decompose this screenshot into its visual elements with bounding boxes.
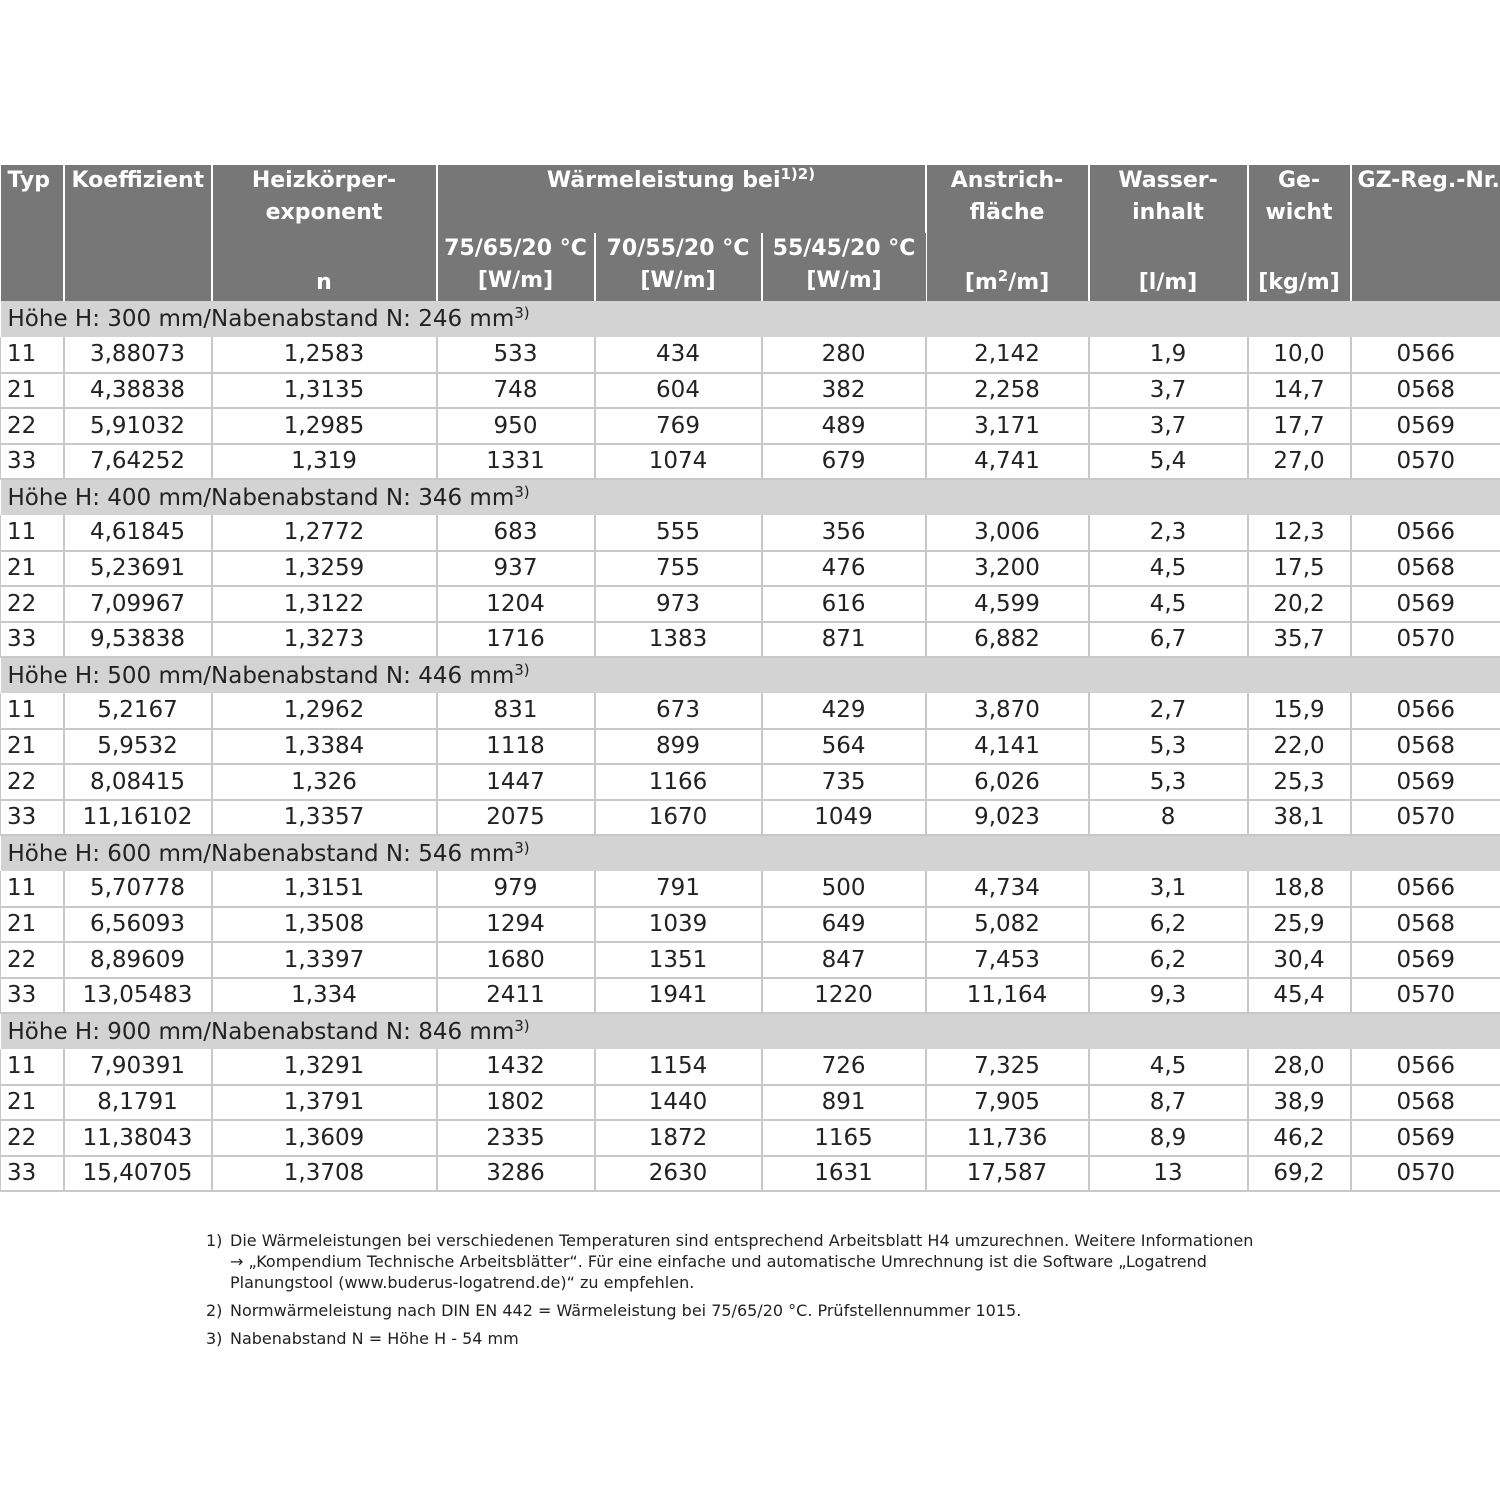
table-cell: 17,587 bbox=[926, 1156, 1089, 1192]
table-cell: 1,2962 bbox=[212, 693, 437, 729]
table-cell: 0566 bbox=[1351, 337, 1500, 373]
header-exponent-unit: n bbox=[316, 270, 332, 295]
table-cell: 1941 bbox=[595, 978, 762, 1014]
table-cell: 847 bbox=[762, 942, 926, 978]
table-cell: 11 bbox=[1, 693, 64, 729]
group-title: Höhe H: 600 mm/Nabenabstand N: 546 $mm^{3)}$ bbox=[1, 835, 1500, 871]
footnote bbox=[206, 1300, 1306, 1321]
table-cell: 5,91032 bbox=[64, 408, 212, 444]
table-cell: 4,734 bbox=[926, 871, 1089, 907]
table-cell: 679 bbox=[762, 444, 926, 480]
table-cell: 1,3291 bbox=[212, 1049, 437, 1085]
header-anstrichflaeche: Anstrich- fläche $[m^2/m]$ bbox=[926, 165, 1089, 301]
table-cell: 1802 bbox=[437, 1085, 595, 1121]
table-cell: 2630 bbox=[595, 1156, 762, 1192]
footnote-text: Die Wärmeleistungen bei verschiedenen Temperaturen sind entsprechend Arbeitsblatt H4 umzurechnen. Weitere Informationen → „Kompendium Technische Arbeitsblätter“. Für eine einfache und automatische Umrechnung ist die Software „Logatrend Planungstool (www.buderus-logatrend.de)“ zu empfehlen. bbox=[230, 1231, 1254, 1292]
header-typ: Typ bbox=[1, 165, 64, 301]
table-cell: 7,453 bbox=[926, 942, 1089, 978]
header-wasserinhalt: Wasser- inhalt [l/m] bbox=[1089, 165, 1248, 301]
table-row bbox=[1, 551, 1500, 587]
table-cell: 2,7 bbox=[1089, 693, 1248, 729]
header-exponent: Heizkörper- exponent n bbox=[212, 165, 437, 301]
table-row bbox=[1, 907, 1500, 943]
table-cell: 69,2 bbox=[1248, 1156, 1351, 1192]
table-cell: 21 bbox=[1, 729, 64, 765]
table-cell: 21 bbox=[1, 551, 64, 587]
table-row bbox=[1, 800, 1500, 836]
table-cell: 22 bbox=[1, 764, 64, 800]
table-cell: 1,2772 bbox=[212, 515, 437, 551]
table-cell: 1,3609 bbox=[212, 1120, 437, 1156]
table-cell: 46,2 bbox=[1248, 1120, 1351, 1156]
table-cell: 5,4 bbox=[1089, 444, 1248, 480]
table-cell: 382 bbox=[762, 373, 926, 409]
table-cell: 1,2985 bbox=[212, 408, 437, 444]
table-cell: 1118 bbox=[437, 729, 595, 765]
table-cell: 22 bbox=[1, 586, 64, 622]
table-cell: 616 bbox=[762, 586, 926, 622]
table-cell: 8,89609 bbox=[64, 942, 212, 978]
table-cell: 21 bbox=[1, 907, 64, 943]
group-title: Höhe H: 500 mm/Nabenabstand N: 446 $mm^{3)}$ bbox=[1, 657, 1500, 693]
table-cell: 0570 bbox=[1351, 622, 1500, 658]
header-wasser-unit: [l/m] bbox=[1138, 270, 1198, 295]
table-cell: 769 bbox=[595, 408, 762, 444]
table-cell: 3,171 bbox=[926, 408, 1089, 444]
table-cell: 5,9532 bbox=[64, 729, 212, 765]
table-cell: 3,200 bbox=[926, 551, 1089, 587]
table-cell: 0566 bbox=[1351, 1049, 1500, 1085]
table-cell: 891 bbox=[762, 1085, 926, 1121]
table-cell: 5,3 bbox=[1089, 729, 1248, 765]
table-cell: 38,9 bbox=[1248, 1085, 1351, 1121]
table-cell: 1165 bbox=[762, 1120, 926, 1156]
table-cell: 726 bbox=[762, 1049, 926, 1085]
table-cell: 2335 bbox=[437, 1120, 595, 1156]
table-cell: 1154 bbox=[595, 1049, 762, 1085]
table-cell: 0568 bbox=[1351, 551, 1500, 587]
table-cell: 3,7 bbox=[1089, 373, 1248, 409]
table-cell: 5,23691 bbox=[64, 551, 212, 587]
table-cell: 489 bbox=[762, 408, 926, 444]
table-cell: 4,5 bbox=[1089, 551, 1248, 587]
table-cell: 683 bbox=[437, 515, 595, 551]
table-cell: 555 bbox=[595, 515, 762, 551]
table-row bbox=[1, 729, 1500, 765]
table-cell: 0568 bbox=[1351, 907, 1500, 943]
table-cell: 8,08415 bbox=[64, 764, 212, 800]
table-cell: 15,9 bbox=[1248, 693, 1351, 729]
table-cell: 18,8 bbox=[1248, 871, 1351, 907]
header-gz-reg-nr: GZ-Reg.-Nr. bbox=[1351, 165, 1500, 301]
table-cell: 6,56093 bbox=[64, 907, 212, 943]
table-cell: 564 bbox=[762, 729, 926, 765]
table-cell: 3286 bbox=[437, 1156, 595, 1192]
table-cell: 7,325 bbox=[926, 1049, 1089, 1085]
table-row bbox=[1, 1120, 1500, 1156]
table-cell: 4,141 bbox=[926, 729, 1089, 765]
table-cell: 1631 bbox=[762, 1156, 926, 1192]
table-cell: 2,258 bbox=[926, 373, 1089, 409]
table-cell: 1,3122 bbox=[212, 586, 437, 622]
table-row bbox=[1, 373, 1500, 409]
table-cell: 13 bbox=[1089, 1156, 1248, 1192]
table-cell: 20,2 bbox=[1248, 586, 1351, 622]
table-cell: 9,53838 bbox=[64, 622, 212, 658]
footnotes bbox=[206, 1230, 1306, 1356]
table-cell: 8 bbox=[1089, 800, 1248, 836]
table-cell: 33 bbox=[1, 622, 64, 658]
table-cell: 0569 bbox=[1351, 1120, 1500, 1156]
table-cell: 1716 bbox=[437, 622, 595, 658]
table-cell: 7,64252 bbox=[64, 444, 212, 480]
table-row bbox=[1, 1085, 1500, 1121]
table-cell: 2,142 bbox=[926, 337, 1089, 373]
table-cell: 21 bbox=[1, 373, 64, 409]
footnote bbox=[206, 1328, 1306, 1349]
table-cell: 871 bbox=[762, 622, 926, 658]
table-cell: 7,90391 bbox=[64, 1049, 212, 1085]
group-header-row bbox=[1, 1013, 1500, 1049]
table-cell: 1,9 bbox=[1089, 337, 1248, 373]
table-cell: 280 bbox=[762, 337, 926, 373]
table-row bbox=[1, 444, 1500, 480]
table-cell: 1,3273 bbox=[212, 622, 437, 658]
table-cell: 33 bbox=[1, 800, 64, 836]
table-cell: 11,736 bbox=[926, 1120, 1089, 1156]
table-cell: 1,3791 bbox=[212, 1085, 437, 1121]
table-cell: 476 bbox=[762, 551, 926, 587]
table-cell: 6,2 bbox=[1089, 942, 1248, 978]
table-cell: 8,1791 bbox=[64, 1085, 212, 1121]
table-cell: 604 bbox=[595, 373, 762, 409]
table-cell: 1331 bbox=[437, 444, 595, 480]
table-cell: 1074 bbox=[595, 444, 762, 480]
table-row bbox=[1, 1049, 1500, 1085]
table-cell: 3,1 bbox=[1089, 871, 1248, 907]
table-cell: 1,334 bbox=[212, 978, 437, 1014]
table-cell: 0566 bbox=[1351, 693, 1500, 729]
table-cell: 1,2583 bbox=[212, 337, 437, 373]
table-row bbox=[1, 942, 1500, 978]
table-cell: 11,16102 bbox=[64, 800, 212, 836]
table-cell: 22 bbox=[1, 1120, 64, 1156]
table-cell: 21 bbox=[1, 1085, 64, 1121]
table-cell: 4,599 bbox=[926, 586, 1089, 622]
table-cell: 45,4 bbox=[1248, 978, 1351, 1014]
table-cell: 3,006 bbox=[926, 515, 1089, 551]
table-row bbox=[1, 515, 1500, 551]
table-cell: 10,0 bbox=[1248, 337, 1351, 373]
header-temp-55-45-20: 55/45/20 °C [W/m] bbox=[762, 233, 926, 301]
table-cell: 5,70778 bbox=[64, 871, 212, 907]
table-cell: 0569 bbox=[1351, 764, 1500, 800]
table-cell: 0569 bbox=[1351, 942, 1500, 978]
table-row bbox=[1, 622, 1500, 658]
table-cell: 35,7 bbox=[1248, 622, 1351, 658]
table-cell: 1,3259 bbox=[212, 551, 437, 587]
table-cell: 500 bbox=[762, 871, 926, 907]
table-cell: 4,741 bbox=[926, 444, 1089, 480]
table-cell: 6,026 bbox=[926, 764, 1089, 800]
header-temp-75-65-20: 75/65/20 °C [W/m] bbox=[437, 233, 595, 301]
table-cell: 25,9 bbox=[1248, 907, 1351, 943]
table-cell: 1,3384 bbox=[212, 729, 437, 765]
header-waermeleistung: Wärmeleistung bei$^{1)2)}$ bbox=[437, 165, 926, 233]
table-cell: 3,88073 bbox=[64, 337, 212, 373]
header-koeffizient: Koeffizient bbox=[64, 165, 212, 301]
table-cell: 1447 bbox=[437, 764, 595, 800]
header-gewicht-unit: [kg/m] bbox=[1258, 270, 1340, 295]
group-header-row bbox=[1, 657, 1500, 693]
table-cell: 5,2167 bbox=[64, 693, 212, 729]
table-cell: 1383 bbox=[595, 622, 762, 658]
table-cell: 6,2 bbox=[1089, 907, 1248, 943]
table-cell: 748 bbox=[437, 373, 595, 409]
table-cell: 0570 bbox=[1351, 800, 1500, 836]
group-title: Höhe H: 300 mm/Nabenabstand N: 246 $mm^{3)}$ bbox=[1, 301, 1500, 337]
table-cell: 649 bbox=[762, 907, 926, 943]
header-temp-70-55-20: 70/55/20 °C [W/m] bbox=[595, 233, 762, 301]
table-cell: 1872 bbox=[595, 1120, 762, 1156]
table-cell: 1,319 bbox=[212, 444, 437, 480]
table-cell: 11 bbox=[1, 871, 64, 907]
footnote bbox=[206, 1230, 1306, 1293]
table-cell: 33 bbox=[1, 444, 64, 480]
table-cell: 5,082 bbox=[926, 907, 1089, 943]
table-cell: 27,0 bbox=[1248, 444, 1351, 480]
table-cell: 11,38043 bbox=[64, 1120, 212, 1156]
table-cell: 1351 bbox=[595, 942, 762, 978]
table-cell: 22 bbox=[1, 408, 64, 444]
radiator-data-table bbox=[0, 165, 1500, 1192]
table-row bbox=[1, 586, 1500, 622]
table-cell: 434 bbox=[595, 337, 762, 373]
table-cell: 13,05483 bbox=[64, 978, 212, 1014]
table-cell: 0570 bbox=[1351, 444, 1500, 480]
table-cell: 0570 bbox=[1351, 978, 1500, 1014]
table-cell: 0566 bbox=[1351, 871, 1500, 907]
table-cell: 735 bbox=[762, 764, 926, 800]
table-cell: 22,0 bbox=[1248, 729, 1351, 765]
table-cell: 2411 bbox=[437, 978, 595, 1014]
table-cell: 22 bbox=[1, 942, 64, 978]
table-cell: 3,7 bbox=[1089, 408, 1248, 444]
table-row bbox=[1, 408, 1500, 444]
group-header-row bbox=[1, 835, 1500, 871]
table-cell: 14,7 bbox=[1248, 373, 1351, 409]
table-cell: 899 bbox=[595, 729, 762, 765]
table-cell: 6,7 bbox=[1089, 622, 1248, 658]
table-cell: 429 bbox=[762, 693, 926, 729]
table-cell: 8,7 bbox=[1089, 1085, 1248, 1121]
table-cell: 4,5 bbox=[1089, 1049, 1248, 1085]
table-cell: 1432 bbox=[437, 1049, 595, 1085]
table-cell: 12,3 bbox=[1248, 515, 1351, 551]
footnote-number: 2) bbox=[206, 1301, 223, 1320]
table-cell: 33 bbox=[1, 1156, 64, 1192]
table-row bbox=[1, 978, 1500, 1014]
table-cell: 0568 bbox=[1351, 1085, 1500, 1121]
table-cell: 2075 bbox=[437, 800, 595, 836]
header-anstrich-unit: $[m^2/m]$ bbox=[964, 267, 1050, 295]
table-cell: 973 bbox=[595, 586, 762, 622]
footnote-number: 3) bbox=[206, 1329, 223, 1348]
table-cell: 950 bbox=[437, 408, 595, 444]
table-cell: 1,3135 bbox=[212, 373, 437, 409]
table-cell: 0569 bbox=[1351, 586, 1500, 622]
table-cell: 4,5 bbox=[1089, 586, 1248, 622]
table-cell: 1670 bbox=[595, 800, 762, 836]
table-row bbox=[1, 337, 1500, 373]
table-header bbox=[1, 165, 1500, 301]
table-cell: 791 bbox=[595, 871, 762, 907]
group-header-row bbox=[1, 301, 1500, 337]
table-cell: 0568 bbox=[1351, 729, 1500, 765]
table-cell: 25,3 bbox=[1248, 764, 1351, 800]
table-cell: 1220 bbox=[762, 978, 926, 1014]
table-cell: 673 bbox=[595, 693, 762, 729]
table-cell: 17,7 bbox=[1248, 408, 1351, 444]
group-title: Höhe H: 400 mm/Nabenabstand N: 346 $mm^{3)}$ bbox=[1, 479, 1500, 515]
table-cell: 5,3 bbox=[1089, 764, 1248, 800]
table-cell: 1,3708 bbox=[212, 1156, 437, 1192]
table-cell: 4,38838 bbox=[64, 373, 212, 409]
table-cell: 1440 bbox=[595, 1085, 762, 1121]
table-cell: 533 bbox=[437, 337, 595, 373]
table-cell: 755 bbox=[595, 551, 762, 587]
table-cell: 7,09967 bbox=[64, 586, 212, 622]
table-cell: 1166 bbox=[595, 764, 762, 800]
table-cell: 30,4 bbox=[1248, 942, 1351, 978]
table-cell: 4,61845 bbox=[64, 515, 212, 551]
table-cell: 11 bbox=[1, 1049, 64, 1085]
table-cell: 356 bbox=[762, 515, 926, 551]
table-body bbox=[1, 301, 1500, 1191]
table-cell: 17,5 bbox=[1248, 551, 1351, 587]
table-cell: 0568 bbox=[1351, 373, 1500, 409]
group-header-row bbox=[1, 479, 1500, 515]
table-cell: 8,9 bbox=[1089, 1120, 1248, 1156]
table-cell: 1,3397 bbox=[212, 942, 437, 978]
table-cell: 9,3 bbox=[1089, 978, 1248, 1014]
footnote-text: Normwärmeleistung nach DIN EN 442 = Wärmeleistung bei 75/65/20 °C. Prüfstellennummer 1015. bbox=[230, 1301, 1022, 1320]
group-title: Höhe H: 900 mm/Nabenabstand N: 846 $mm^{3)}$ bbox=[1, 1013, 1500, 1049]
table-cell: 1039 bbox=[595, 907, 762, 943]
table-cell: 1680 bbox=[437, 942, 595, 978]
table-cell: 979 bbox=[437, 871, 595, 907]
table-cell: 1294 bbox=[437, 907, 595, 943]
footnote-text: Nabenabstand N = Höhe H - 54 mm bbox=[230, 1329, 519, 1348]
table-cell: 11 bbox=[1, 515, 64, 551]
table-cell: 2,3 bbox=[1089, 515, 1248, 551]
table-cell: 11 bbox=[1, 337, 64, 373]
header-gewicht: Ge- wicht [kg/m] bbox=[1248, 165, 1351, 301]
table-row bbox=[1, 693, 1500, 729]
table-cell: 11,164 bbox=[926, 978, 1089, 1014]
table-cell: 1,3151 bbox=[212, 871, 437, 907]
table-cell: 7,905 bbox=[926, 1085, 1089, 1121]
table-cell: 15,40705 bbox=[64, 1156, 212, 1192]
table-cell: 1204 bbox=[437, 586, 595, 622]
table-row bbox=[1, 871, 1500, 907]
table-cell: 38,1 bbox=[1248, 800, 1351, 836]
table-cell: 6,882 bbox=[926, 622, 1089, 658]
table-cell: 0566 bbox=[1351, 515, 1500, 551]
table-cell: 1,3508 bbox=[212, 907, 437, 943]
table-cell: 1,326 bbox=[212, 764, 437, 800]
table-cell: 33 bbox=[1, 978, 64, 1014]
table-cell: 3,870 bbox=[926, 693, 1089, 729]
table-cell: 0569 bbox=[1351, 408, 1500, 444]
table-cell: 1,3357 bbox=[212, 800, 437, 836]
table-row bbox=[1, 764, 1500, 800]
footnote-number: 1) bbox=[206, 1231, 223, 1250]
table-row bbox=[1, 1156, 1500, 1192]
table-cell: 0570 bbox=[1351, 1156, 1500, 1192]
table-cell: 831 bbox=[437, 693, 595, 729]
table-cell: 1049 bbox=[762, 800, 926, 836]
table-cell: 937 bbox=[437, 551, 595, 587]
table-cell: 9,023 bbox=[926, 800, 1089, 836]
table-cell: 28,0 bbox=[1248, 1049, 1351, 1085]
